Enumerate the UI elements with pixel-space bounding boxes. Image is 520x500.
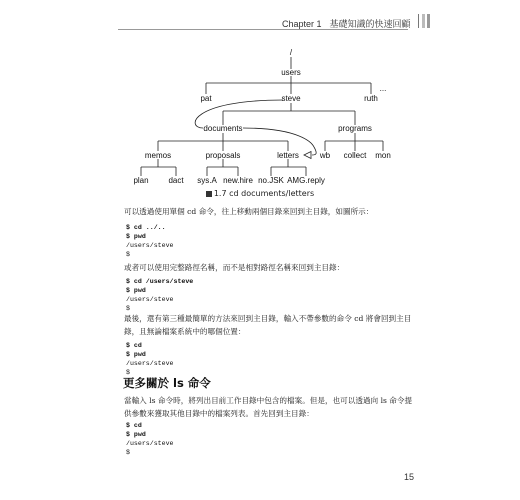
node-ellipsis: ... xyxy=(379,84,387,93)
node-plan: plan xyxy=(133,176,149,185)
paragraph-3: 最後，還有第三種最簡單的方法來回到主目錄，輸入不帶參數的命令 cd 將會回到主目錄，且無論檔案系統中的哪個位置： xyxy=(124,314,412,336)
node-mon: mon xyxy=(375,151,391,160)
node-programs: programs xyxy=(338,124,372,133)
code-block-2: $ cd /users/steve $ pwd /users/steve $ xyxy=(126,278,194,312)
node-new-hire: new.hire xyxy=(223,176,253,185)
path-arrow-icon xyxy=(304,152,311,159)
code-block-1: $ cd ../.. $ pwd /users/steve $ xyxy=(126,224,174,258)
paragraph-1: 可以透過使用單個 cd 命令，往上移動兩個目錄來回到主目錄，如圖所示： xyxy=(124,207,374,216)
node-collect: collect xyxy=(343,151,367,160)
code-block-3: $ cd $ pwd /users/steve $ xyxy=(126,342,174,376)
node-pat: pat xyxy=(200,94,212,103)
chapter-title: 基礎知識的快速回顧 xyxy=(329,20,411,30)
paragraph-2: 或者可以使用完整路徑名稱，而不是相對路徑名稱來回到主目錄： xyxy=(124,263,345,272)
section-heading: 更多關於 ls 命令 xyxy=(123,376,211,390)
node-sys-a: sys.A xyxy=(197,176,217,185)
node-ruth: ruth xyxy=(364,94,378,103)
node-documents: documents xyxy=(203,124,243,133)
node-amg-reply: AMG.reply xyxy=(287,176,325,185)
node-users: users xyxy=(281,68,301,77)
node-no-jsk: no.JSK xyxy=(258,176,284,185)
chapter-label: Chapter 1 xyxy=(282,19,322,29)
node-steve: steve xyxy=(281,94,301,103)
figure-caption: 1.7 cd documents/letters xyxy=(0,189,520,198)
node-proposals: proposals xyxy=(205,151,241,160)
page-number: 15 xyxy=(404,472,415,482)
tree-labels xyxy=(133,48,390,185)
code-block-4: $ cd $ pwd /users/steve $ xyxy=(126,422,174,456)
node-wb: wb xyxy=(319,151,331,160)
node-root: / xyxy=(289,48,293,57)
paragraph-4: 當輸入 ls 命令時，將列出目前工作目錄中包含的檔案。但是，也可以透過向 ls 命令提供參數來獲取其他目錄中的檔案列表。首先回到主目錄： xyxy=(124,396,413,418)
node-memos: memos xyxy=(144,151,172,160)
node-letters: letters xyxy=(277,151,299,160)
node-dact: dact xyxy=(168,176,184,185)
directory-tree-figure xyxy=(0,0,520,200)
caption-square-icon xyxy=(206,191,212,197)
